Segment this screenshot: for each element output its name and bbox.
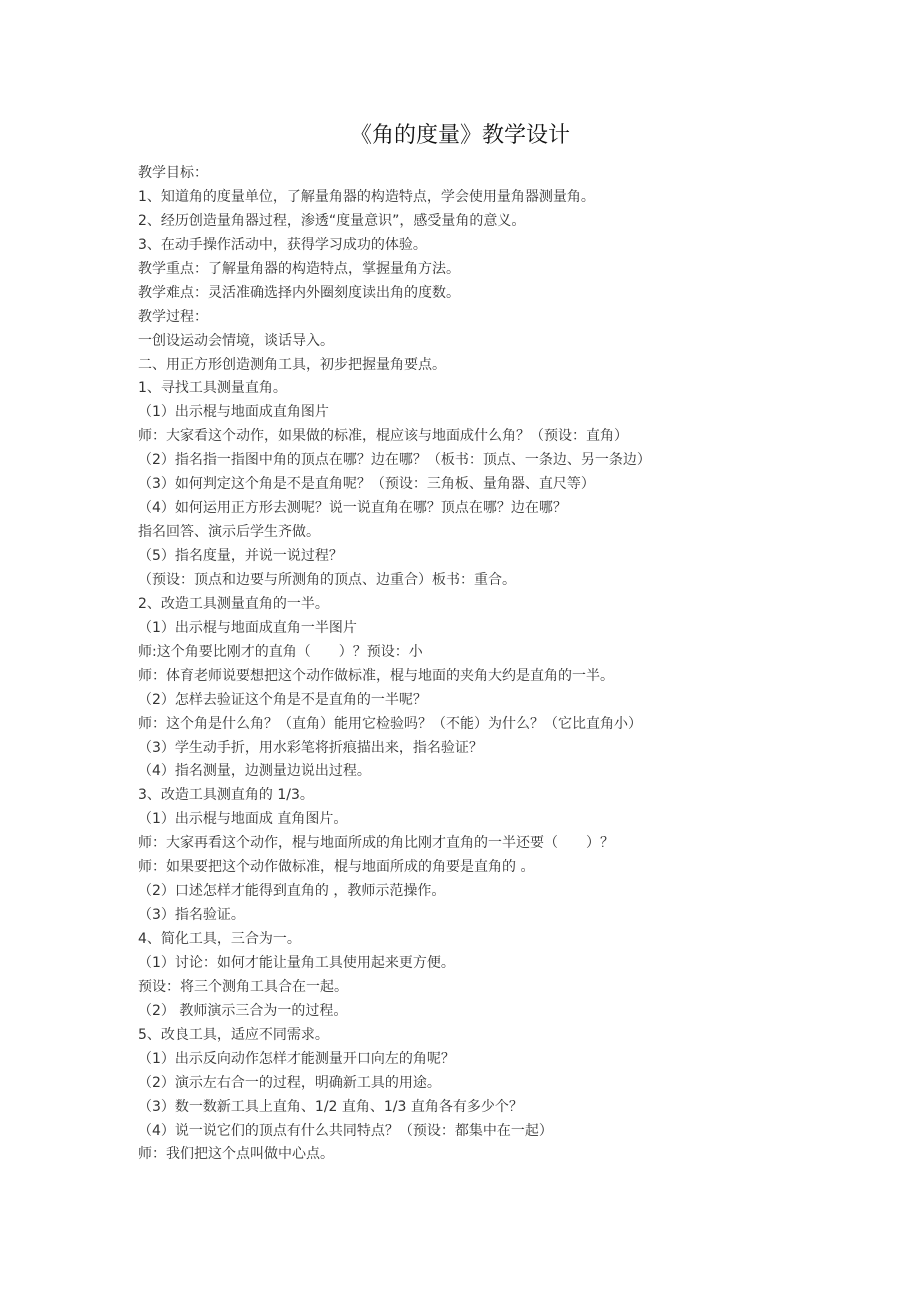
paragraph-line: 师：我们把这个点叫做中心点。 (138, 1146, 334, 1163)
paragraph-line: 5、改良工具，适应不同需求。 (138, 1026, 329, 1043)
paragraph-line: 师：体育老师说要想把这个动作做标准，棍与地面的夹角大约是直角的一半。 (138, 667, 614, 684)
paragraph-line: 师：这个角是什么角？（直角）能用它检验吗？（不能）为什么？（它比直角小） (138, 715, 642, 732)
paragraph-line: 教学过程： (138, 308, 208, 325)
paragraph-line: （5）指名度量，并说一说过程？ (138, 548, 343, 564)
paragraph-line: 师：如果要把这个动作做标准，棍与地面所成的角要是直角的 。 (138, 859, 535, 876)
paragraph-line: （3）数一数新工具上直角、1/2 直角、1/3 直角各有多少个？ (138, 1098, 523, 1115)
paragraph-line: 指名回答、演示后学生齐做。 (138, 524, 320, 541)
paragraph-line: 二、用正方形创造测角工具，初步把握量角要点。 (138, 356, 446, 373)
paragraph-line: （4）指名测量，边测量边说出过程。 (138, 763, 371, 780)
paragraph-line: （2）指名指一指图中角的顶点在哪？边在哪？（板书：顶点、一条边、另一条边） (138, 452, 651, 469)
paragraph-line: 3、改造工具测直角的 1/3。 (138, 787, 314, 804)
paragraph-line: 教学难点：灵活准确选择内外圈刻度读出角的度数。 (138, 284, 460, 301)
paragraph-line: （3）指名验证。 (138, 907, 245, 924)
paragraph-line: 2、改造工具测量直角的一半。 (138, 595, 329, 612)
paragraph-line: 师:这个角要比刚才的直角（ ）？预设：小 (138, 643, 423, 660)
paragraph-line: 1、寻找工具测量直角。 (138, 380, 287, 397)
paragraph-line: 3、在动手操作活动中，获得学习成功的体验。 (138, 236, 427, 253)
paragraph-line: （1）出示棍与地面成直角图片 (138, 404, 329, 421)
paragraph-line: （3）如何判定这个角是不是直角呢？（预设：三角板、量角器、直尺等） (138, 476, 595, 493)
paragraph-line: （2） 教师演示三合为一的过程。 (138, 1002, 348, 1019)
paragraph-line: 一创设运动会情境，谈话导入。 (138, 332, 334, 349)
paragraph-line: 2、经历创造量角器过程，渗透“度量意识”，感受量角的意义。 (138, 212, 526, 229)
paragraph-line: 4、简化工具，三合为一。 (138, 931, 301, 947)
paragraph-line: （预设：顶点和边要与所测角的顶点、边重合）板书：重合。 (138, 571, 516, 588)
paragraph-line: （2）口述怎样才能得到直角的 ，教师示范操作。 (138, 883, 446, 900)
document-body (138, 162, 838, 1167)
document-title: 《角的度量》教学设计 (349, 123, 570, 148)
paragraph-line: （1）出示棍与地面成直角一半图片 (138, 619, 357, 636)
paragraph-line: 教学重点：了解量角器的构造特点，掌握量角方法。 (138, 260, 460, 277)
paragraph-line: （2）演示左右合一的过程，明确新工具的用途。 (138, 1074, 441, 1091)
paragraph-line: （1）讨论：如何才能让量角工具使用起来更方便。 (138, 954, 455, 971)
paragraph-line: （3）学生动手折，用水彩笔将折痕描出来，指名验证？ (138, 739, 483, 756)
paragraph-line: （4）说一说它们的顶点有什么共同特点？（预设：都集中在一起） (138, 1122, 553, 1139)
paragraph-line: 预设：将三个测角工具合在一起。 (138, 978, 348, 995)
paragraph-line: （4）如何运用正方形去测呢？说一说直角在哪？顶点在哪？边在哪？ (138, 500, 567, 517)
paragraph-line: 教学目标： (138, 165, 208, 181)
paragraph-line: 师：大家再看这个动作，棍与地面所成的角比刚才直角的一半还要（ ）？ (138, 835, 614, 852)
paragraph-line: （2）怎样去验证这个角是不是直角的一半呢？ (138, 691, 427, 708)
paragraph-line: （1）出示棍与地面成 直角图片。 (138, 811, 348, 828)
paragraph-line: 师：大家看这个动作，如果做的标准，棍应该与地面成什么角？（预设：直角） (138, 428, 628, 445)
paragraph-line: （1）出示反向动作怎样才能测量开口向左的角呢？ (138, 1050, 455, 1067)
paragraph-line: 1、知道角的度量单位，了解量角器的构造特点，学会使用量角器测量角。 (138, 188, 595, 205)
